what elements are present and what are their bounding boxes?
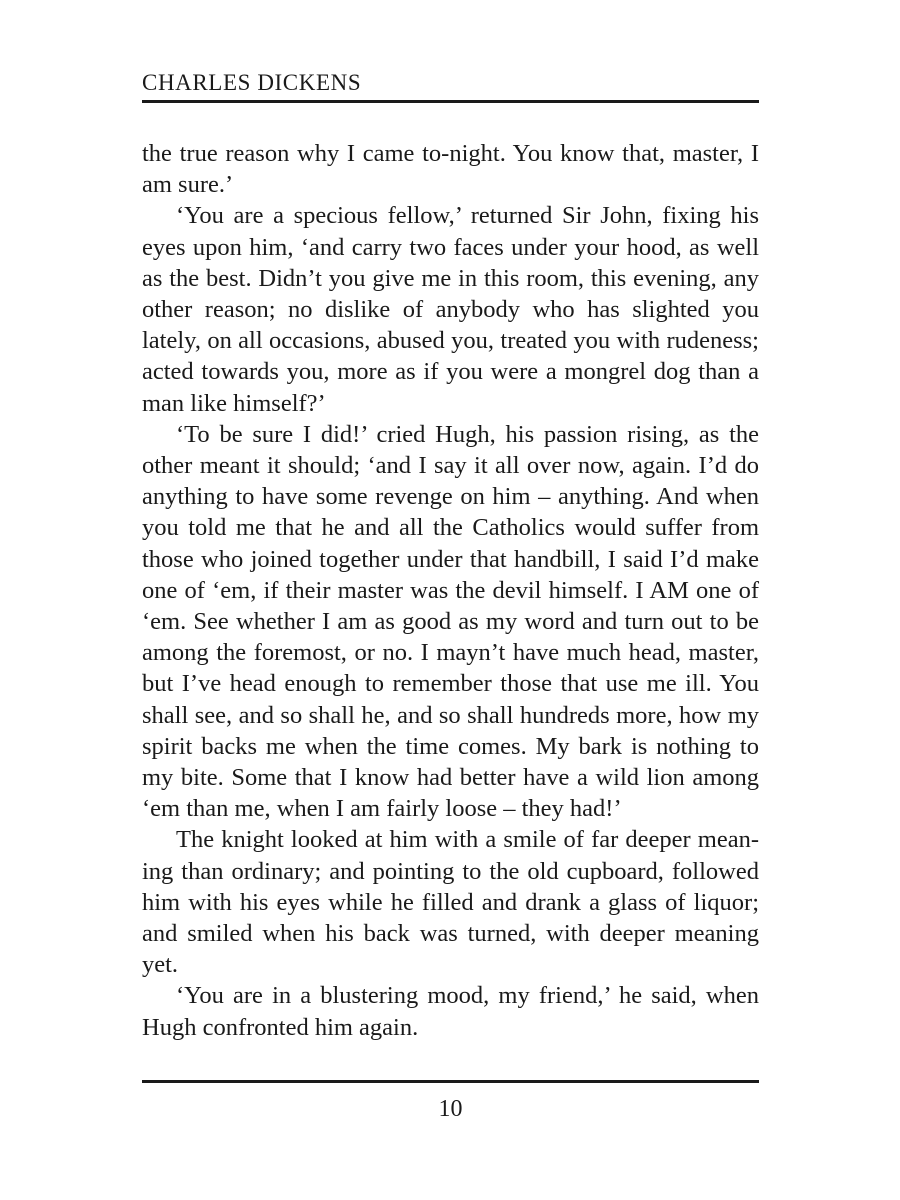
- footer-rule: [142, 1080, 759, 1083]
- book-page: [142, 0, 759, 1200]
- paragraph: ‘You are in a blustering mood, my friend,’ he said, when Hugh confronted him again.: [142, 982, 759, 1041]
- paragraph: ‘You are a specious fellow,’ returned Sir John, fixing his eyes upon him, ‘and carry two faces under your hood, as well as the best. Didn’t you give me in this room, this evening, any other reason; no dislike of anybody who has slighted you lately, on all occasions, abused you, treated you with rudeness; acted towards you, more as if you were a mongrel dog than a man like himself?’: [142, 202, 759, 417]
- header-rule: [142, 100, 759, 103]
- paragraph-continued: the true reason why I came to-night. You know that, master, I am sure.’: [142, 140, 759, 199]
- paragraph: The knight looked at him with a smile of far deeper meaning than ordinary; and pointing to the old cupboard, followed him with his eyes while he filled and drank a glass of liquor; and smiled when his back was turned, with deeper meaning yet.: [142, 826, 759, 979]
- body-text: [142, 138, 759, 1043]
- running-head: CHARLES DICKENS: [142, 70, 362, 95]
- paragraph: ‘To be sure I did!’ cried Hugh, his passion rising, as the other meant it should; ‘and I say it all over now, again. I’d do anything to have some revenge on him – anything. And when you told me that he and all the Catholics would suffer from those who joined together under that handbill, I said I’d make one of ‘em, if their master was the devil himself. I AM one of ‘em. See whether I am as good as my word and turn out to be among the foremost, or no. I mayn’t have much head, master, but I’ve head enough to remember those that use me ill. You shall see, and so shall he, and so shall hundreds more, how my spirit backs me when the time comes. My bark is nothing to my bite. Some that I know had better have a wild lion among ‘em than me, when I am fairly loose – they had!’: [142, 420, 759, 823]
- page-number: 10: [438, 1096, 463, 1122]
